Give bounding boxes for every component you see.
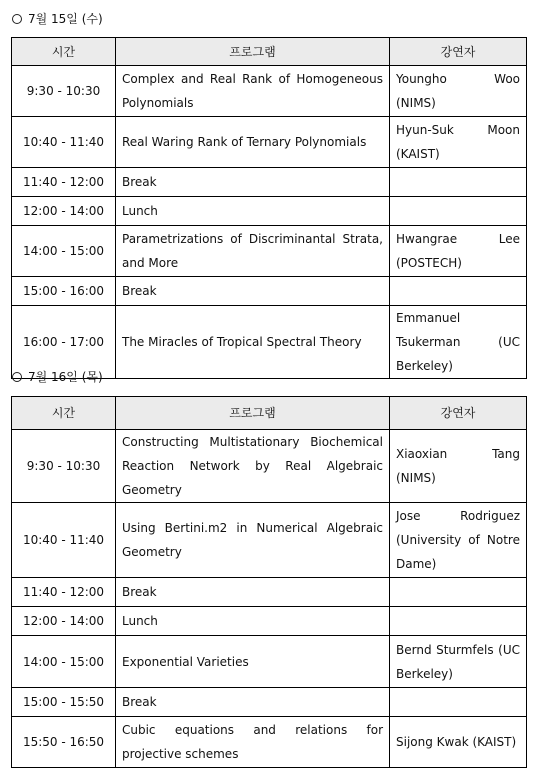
header-speaker: 강연자 <box>390 397 527 430</box>
day-heading-text: 7월 16일 (목) <box>28 370 103 384</box>
table-row <box>12 688 527 717</box>
speaker-cell: Hyun-Suk Moon (KAIST) <box>390 117 527 168</box>
program-cell: Lunch <box>116 607 390 636</box>
program-cell: Break <box>116 277 390 306</box>
time-cell: 12:00 - 14:00 <box>12 607 116 636</box>
program-cell: Using Bertini.m2 in Numerical Algebraic Geometry <box>116 503 390 578</box>
time-cell: 15:00 - 16:00 <box>12 277 116 306</box>
speaker-cell <box>390 197 527 226</box>
table-row <box>12 607 527 636</box>
time-cell: 9:30 - 10:30 <box>12 430 116 503</box>
header-speaker: 강연자 <box>390 38 527 66</box>
speaker-cell: Bernd Sturmfels (UC Berkeley) <box>390 636 527 688</box>
speaker-cell: Emmanuel Tsukerman (UC Berkeley) <box>390 306 527 379</box>
table-row <box>12 226 527 277</box>
table-row <box>12 277 527 306</box>
program-cell: Exponential Varieties <box>116 636 390 688</box>
table-row <box>12 306 527 379</box>
program-cell: Complex and Real Rank of Homogeneous Polynomials <box>116 66 390 117</box>
program-cell: Break <box>116 688 390 717</box>
program-cell: Parametrizations of Discriminantal Strata, and More <box>116 226 390 277</box>
program-cell: Real Waring Rank of Ternary Polynomials <box>116 117 390 168</box>
table-row <box>12 197 527 226</box>
speaker-cell <box>390 168 527 197</box>
header-program: 프로그램 <box>116 38 390 66</box>
time-cell: 10:40 - 11:40 <box>12 117 116 168</box>
time-cell: 14:00 - 15:00 <box>12 226 116 277</box>
table-row <box>12 117 527 168</box>
time-cell: 16:00 - 17:00 <box>12 306 116 379</box>
header-time: 시간 <box>12 38 116 66</box>
program-cell: Cubic equations and relations for projective schemes <box>116 717 390 768</box>
time-cell: 10:40 - 11:40 <box>12 503 116 578</box>
header-time: 시간 <box>12 397 116 430</box>
speaker-cell: Sijong Kwak (KAIST) <box>390 717 527 768</box>
time-cell: 9:30 - 10:30 <box>12 66 116 117</box>
day-heading-2 <box>12 369 103 385</box>
program-cell: The Miracles of Tropical Spectral Theory <box>116 306 390 379</box>
day-heading-text: 7월 15일 (수) <box>28 12 103 26</box>
speaker-cell: Jose Rodriguez (University of Notre Dame) <box>390 503 527 578</box>
speaker-cell: Hwangrae Lee (POSTECH) <box>390 226 527 277</box>
time-cell: 12:00 - 14:00 <box>12 197 116 226</box>
schedule-table-day-1 <box>11 37 527 379</box>
time-cell: 14:00 - 15:00 <box>12 636 116 688</box>
speaker-cell <box>390 277 527 306</box>
speaker-cell: Youngho Woo (NIMS) <box>390 66 527 117</box>
time-cell: 15:50 - 16:50 <box>12 717 116 768</box>
time-cell: 11:40 - 12:00 <box>12 578 116 607</box>
program-cell: Break <box>116 168 390 197</box>
program-cell: Break <box>116 578 390 607</box>
circle-bullet-icon <box>12 14 22 24</box>
speaker-cell <box>390 688 527 717</box>
speaker-cell <box>390 607 527 636</box>
program-cell: Lunch <box>116 197 390 226</box>
table-row <box>12 66 527 117</box>
table-row <box>12 430 527 503</box>
header-program: 프로그램 <box>116 397 390 430</box>
speaker-cell <box>390 578 527 607</box>
program-cell: Constructing Multistationary Biochemical Reaction Network by Real Algebraic Geometry <box>116 430 390 503</box>
time-cell: 11:40 - 12:00 <box>12 168 116 197</box>
table-row <box>12 717 527 768</box>
speaker-cell: Xiaoxian Tang (NIMS) <box>390 430 527 503</box>
day-heading-1 <box>12 11 103 27</box>
header-row <box>12 38 527 66</box>
circle-bullet-icon <box>12 372 22 382</box>
table-row <box>12 168 527 197</box>
time-cell: 15:00 - 15:50 <box>12 688 116 717</box>
table-row <box>12 636 527 688</box>
table-row <box>12 503 527 578</box>
header-row <box>12 397 527 430</box>
table-row <box>12 578 527 607</box>
schedule-table-day-2 <box>11 396 527 768</box>
